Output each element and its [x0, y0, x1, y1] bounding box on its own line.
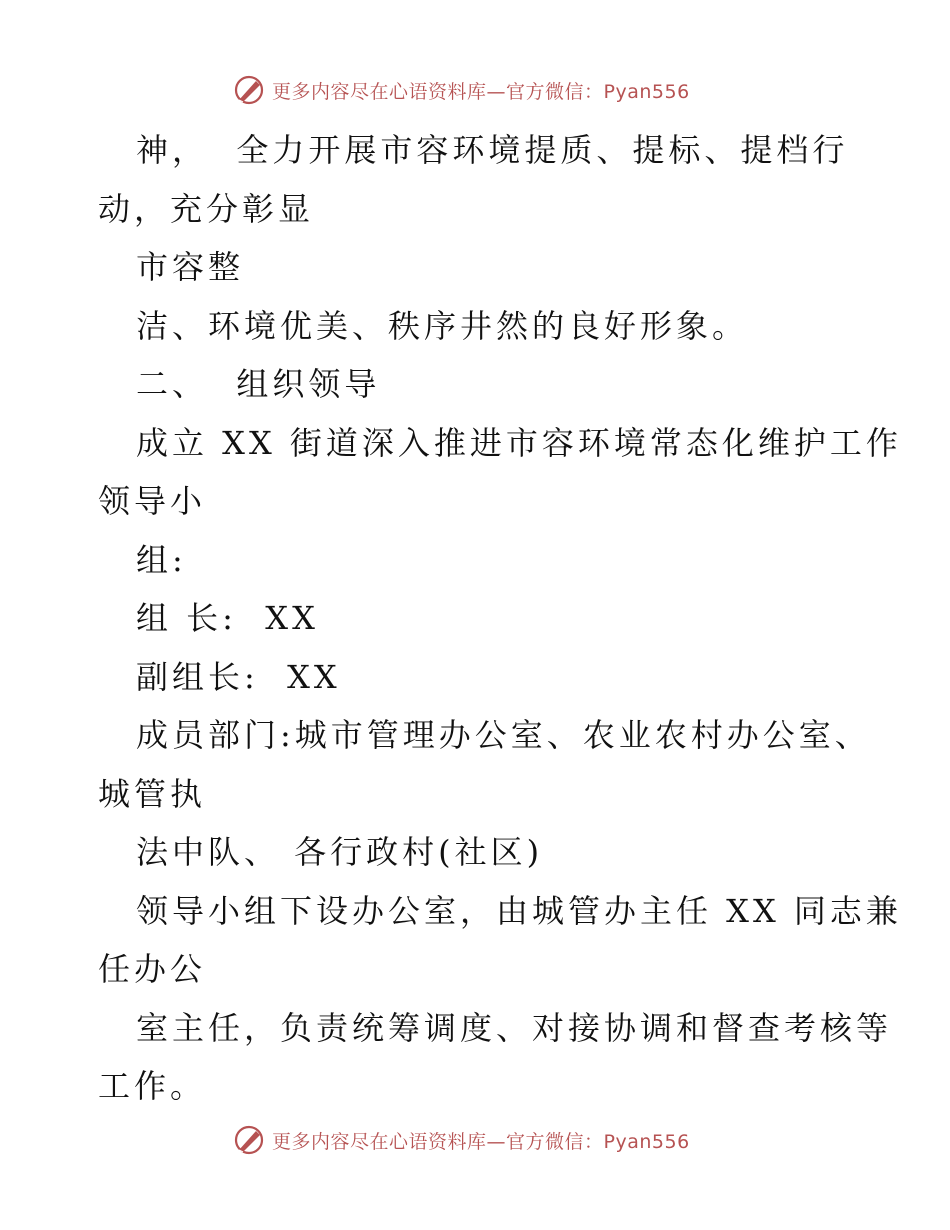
text-line: 法中队、 各行政村(社区) [136, 833, 544, 871]
text-line: 城管执 [98, 774, 207, 813]
header-banner [232, 70, 712, 110]
text-line: 工作。 [98, 1067, 207, 1105]
quill-pen-logo-icon [232, 73, 266, 107]
text-line: 市容整 [136, 248, 245, 286]
text-line: 神， 全力开展市容环境提质、提标、提档行 [136, 131, 849, 169]
document-body [98, 121, 902, 1116]
text-line: 领导小组下设办公室，由城管办主任 XX 同志兼 [136, 891, 902, 930]
text-line: 副组长: XX [136, 657, 341, 696]
quill-pen-logo-icon [232, 1123, 266, 1157]
text-line: 组 长: XX [136, 599, 319, 637]
banner-text: 更多内容尽在心语资料库—官方微信：Pyan556 [272, 80, 690, 103]
text-line: 组: [136, 540, 187, 579]
text-line: 成立 XX 街道深入推进市容环境常态化维护工作 [136, 423, 902, 462]
text-line: 室主任，负责统筹调度、对接协调和督查考核等 [136, 1008, 893, 1047]
text-line: 领导小 [98, 482, 207, 520]
text-line: 任办公 [98, 950, 207, 988]
text-line: 成员部门:城市管理办公室、农业农村办公室、 [136, 716, 871, 754]
text-line: 洁、环境优美、秩序井然的良好形象。 [136, 306, 749, 345]
footer-banner [232, 1120, 712, 1160]
text-line: 二、 组织领导 [136, 365, 381, 403]
text-line: 动，充分彰显 [98, 189, 315, 228]
banner-text: 更多内容尽在心语资料库—官方微信：Pyan556 [272, 1130, 690, 1153]
